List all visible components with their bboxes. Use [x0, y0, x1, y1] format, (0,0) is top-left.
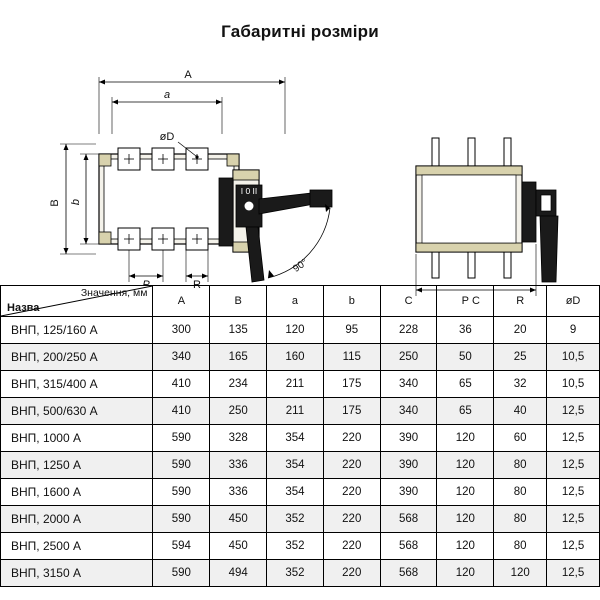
cell-R: 80 — [494, 533, 547, 560]
col-header-C: C — [380, 286, 437, 317]
cell-a: 211 — [267, 371, 324, 398]
cell-P: 120 — [437, 425, 494, 452]
cell-a: 352 — [267, 533, 324, 560]
cell-R: 25 — [494, 344, 547, 371]
row-name: ВНП, 1250 А — [1, 452, 153, 479]
cell-A: 410 — [153, 371, 210, 398]
cell-A: 590 — [153, 452, 210, 479]
cell-b: 95 — [323, 317, 380, 344]
label-oD: øD — [159, 131, 175, 143]
label-R: R — [193, 279, 201, 291]
cell-A: 410 — [153, 398, 210, 425]
cell-a: 354 — [267, 479, 324, 506]
cell-a: 211 — [267, 398, 324, 425]
cell-B: 494 — [210, 560, 267, 587]
table-row — [1, 398, 600, 425]
cell-B: 250 — [210, 398, 267, 425]
cell-A: 590 — [153, 479, 210, 506]
cell-b: 220 — [323, 506, 380, 533]
row-name: ВНП, 2500 А — [1, 533, 153, 560]
table-row — [1, 452, 600, 479]
cell-a: 354 — [267, 452, 324, 479]
cell-P: 50 — [437, 344, 494, 371]
cell-P: 36 — [437, 317, 494, 344]
row-name: ВНП, 500/630 А — [1, 398, 153, 425]
table-header-row — [1, 286, 600, 317]
cell-C: 568 — [380, 533, 437, 560]
cell-oD: 12,5 — [547, 452, 600, 479]
cell-a: 120 — [267, 317, 324, 344]
cell-b: 220 — [323, 533, 380, 560]
cell-oD: 12,5 — [547, 425, 600, 452]
cell-B: 450 — [210, 533, 267, 560]
cell-b: 175 — [323, 371, 380, 398]
cell-R: 80 — [494, 452, 547, 479]
cell-oD: 12,5 — [547, 533, 600, 560]
table-row — [1, 479, 600, 506]
cell-oD: 12,5 — [547, 479, 600, 506]
cell-B: 328 — [210, 425, 267, 452]
cell-C: 390 — [380, 452, 437, 479]
col-header-a: a — [267, 286, 324, 317]
cell-C: 340 — [380, 371, 437, 398]
cell-oD: 10,5 — [547, 344, 600, 371]
cell-b: 220 — [323, 479, 380, 506]
label-angle: 90° — [291, 257, 310, 275]
cell-oD: 9 — [547, 317, 600, 344]
cell-R: 80 — [494, 479, 547, 506]
row-name: ВНП, 2000 А — [1, 506, 153, 533]
cell-C: 390 — [380, 425, 437, 452]
cell-a: 354 — [267, 425, 324, 452]
table-row — [1, 533, 600, 560]
table-row — [1, 317, 600, 344]
cell-P: 120 — [437, 506, 494, 533]
cell-b: 220 — [323, 560, 380, 587]
cell-C: 568 — [380, 560, 437, 587]
cell-A: 590 — [153, 560, 210, 587]
row-name: ВНП, 1600 А — [1, 479, 153, 506]
cell-B: 135 — [210, 317, 267, 344]
cell-a: 352 — [267, 506, 324, 533]
handle-marks: I 0 II — [240, 186, 258, 196]
cell-oD: 12,5 — [547, 506, 600, 533]
row-name: ВНП, 3150 А — [1, 560, 153, 587]
col-header-R: R — [494, 286, 547, 317]
cell-P: 120 — [437, 452, 494, 479]
cell-C: 568 — [380, 506, 437, 533]
col-header-B: B — [210, 286, 267, 317]
cell-R: 120 — [494, 560, 547, 587]
table-row — [1, 344, 600, 371]
cell-A: 590 — [153, 506, 210, 533]
corner-col-label: Значення, мм — [80, 287, 148, 299]
col-header-A: A — [153, 286, 210, 317]
label-B: B — [49, 199, 61, 207]
col-header-oD: øD — [547, 286, 600, 317]
col-header-b: b — [323, 286, 380, 317]
label-a: a — [163, 89, 171, 101]
cell-P: 120 — [437, 533, 494, 560]
cell-oD: 12,5 — [547, 398, 600, 425]
row-name: ВНП, 125/160 А — [1, 317, 153, 344]
cell-P: 120 — [437, 560, 494, 587]
cell-b: 115 — [323, 344, 380, 371]
cell-B: 165 — [210, 344, 267, 371]
dimensions-table — [0, 285, 600, 587]
cell-B: 336 — [210, 452, 267, 479]
table-row — [1, 425, 600, 452]
table-body — [1, 317, 600, 587]
cell-A: 340 — [153, 344, 210, 371]
cell-C: 250 — [380, 344, 437, 371]
cell-R: 20 — [494, 317, 547, 344]
cell-R: 32 — [494, 371, 547, 398]
table-row — [1, 506, 600, 533]
cell-P: 120 — [437, 479, 494, 506]
cell-a: 352 — [267, 560, 324, 587]
col-header-P: P — [437, 286, 494, 317]
cell-A: 590 — [153, 425, 210, 452]
cell-b: 175 — [323, 398, 380, 425]
cell-B: 336 — [210, 479, 267, 506]
cell-B: 450 — [210, 506, 267, 533]
table-row — [1, 560, 600, 587]
label-b: b — [70, 198, 82, 206]
cell-b: 220 — [323, 425, 380, 452]
cell-R: 60 — [494, 425, 547, 452]
corner-row-label: Назва — [7, 302, 40, 314]
dimensions-table-wrapper — [0, 285, 600, 587]
cell-oD: 12,5 — [547, 560, 600, 587]
cell-A: 594 — [153, 533, 210, 560]
cell-P: 65 — [437, 371, 494, 398]
cell-C: 340 — [380, 398, 437, 425]
page-title: Габаритні розміри — [221, 22, 379, 41]
row-name: ВНП, 315/400 А — [1, 371, 153, 398]
row-name: ВНП, 1000 А — [1, 425, 153, 452]
table-corner-header — [1, 286, 153, 317]
label-C: C — [472, 295, 480, 307]
row-name: ВНП, 200/250 А — [1, 344, 153, 371]
cell-oD: 10,5 — [547, 371, 600, 398]
cell-C: 228 — [380, 317, 437, 344]
table-row — [1, 371, 600, 398]
label-A: A — [184, 69, 192, 81]
cell-B: 234 — [210, 371, 267, 398]
cell-b: 220 — [323, 452, 380, 479]
cell-R: 40 — [494, 398, 547, 425]
cell-P: 65 — [437, 398, 494, 425]
cell-a: 160 — [267, 344, 324, 371]
cell-C: 390 — [380, 479, 437, 506]
cell-R: 80 — [494, 506, 547, 533]
cell-A: 300 — [153, 317, 210, 344]
